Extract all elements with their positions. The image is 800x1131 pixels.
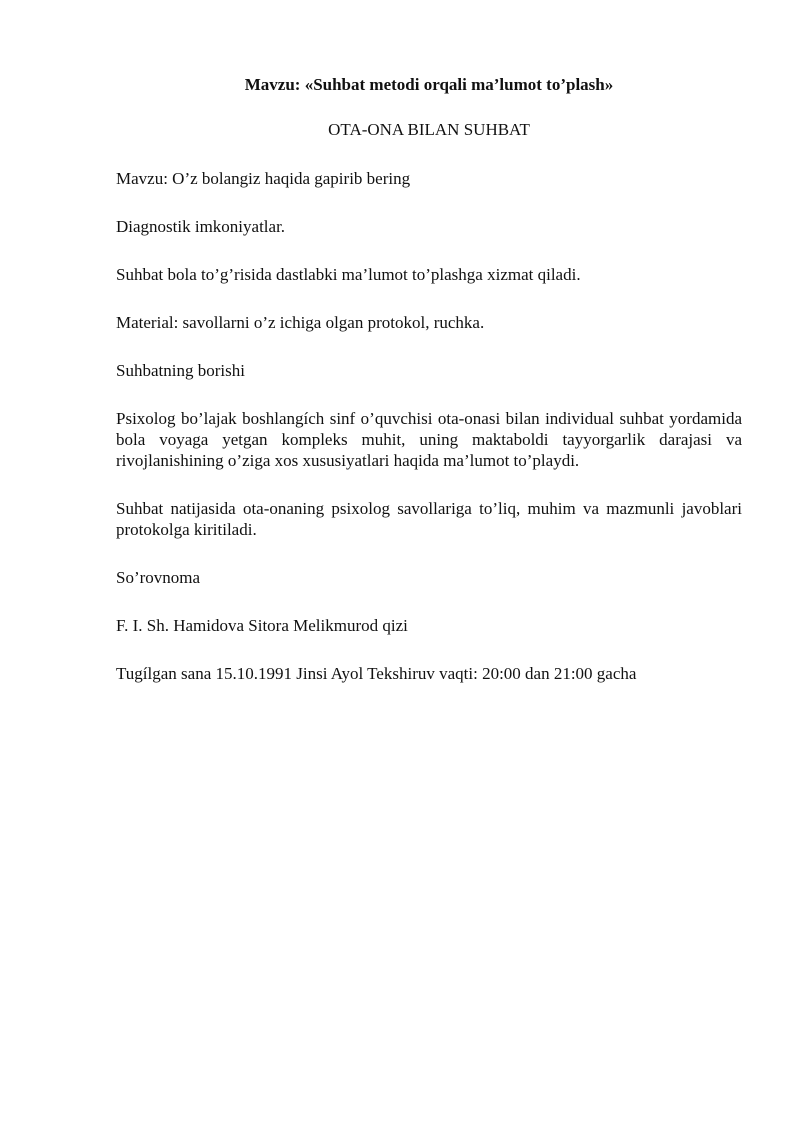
paragraph-result: Suhbat natijasida ota-onaning psixolog savollariga to’liq, muhim va mazmunli javoblari protokolga kiritiladi. (116, 499, 742, 539)
document-title: Mavzu: «Suhbat metodi orqali ma’lumot to’plash» (244, 75, 614, 94)
paragraph-procedure-text: Psixolog bo’lajak boshlangích sinf o’quvchisi ota-onasi bilan individual suhbat yordamida bola voyaga yetgan kompleks muhit, uning maktaboldi tayyorgarlik darajasi va rivojlanishining o’ziga xos xususiyatlari haqida ma’lumot to’playdi. (116, 409, 742, 470)
paragraph-birth-info: Tugílgan sana 15.10.1991 Jinsi Ayol Tekshiruv vaqti: 20:00 dan 21:00 gacha (116, 664, 637, 683)
document-page (116, 74, 742, 711)
paragraph-full-name: F. I. Sh. Hamidova Sitora Melikmurod qizi (116, 616, 408, 635)
paragraph-diagnostic: Diagnostik imkoniyatlar. (116, 217, 286, 236)
paragraph-procedure-heading: Suhbatning borishi (116, 361, 245, 380)
paragraph-topic: Mavzu: O’z bolangiz haqida gapirib bering (116, 169, 411, 188)
paragraph-material: Material: savollarni o’z ichiga olgan protokol, ruchka. (116, 313, 485, 332)
document-subtitle: OTA-ONA BILAN SUHBAT (328, 120, 530, 139)
paragraph-purpose: Suhbat bola to’g’risida dastlabki ma’lumot to’plashga xizmat qiladi. (116, 265, 581, 284)
paragraph-survey-heading: So’rovnoma (116, 568, 201, 587)
